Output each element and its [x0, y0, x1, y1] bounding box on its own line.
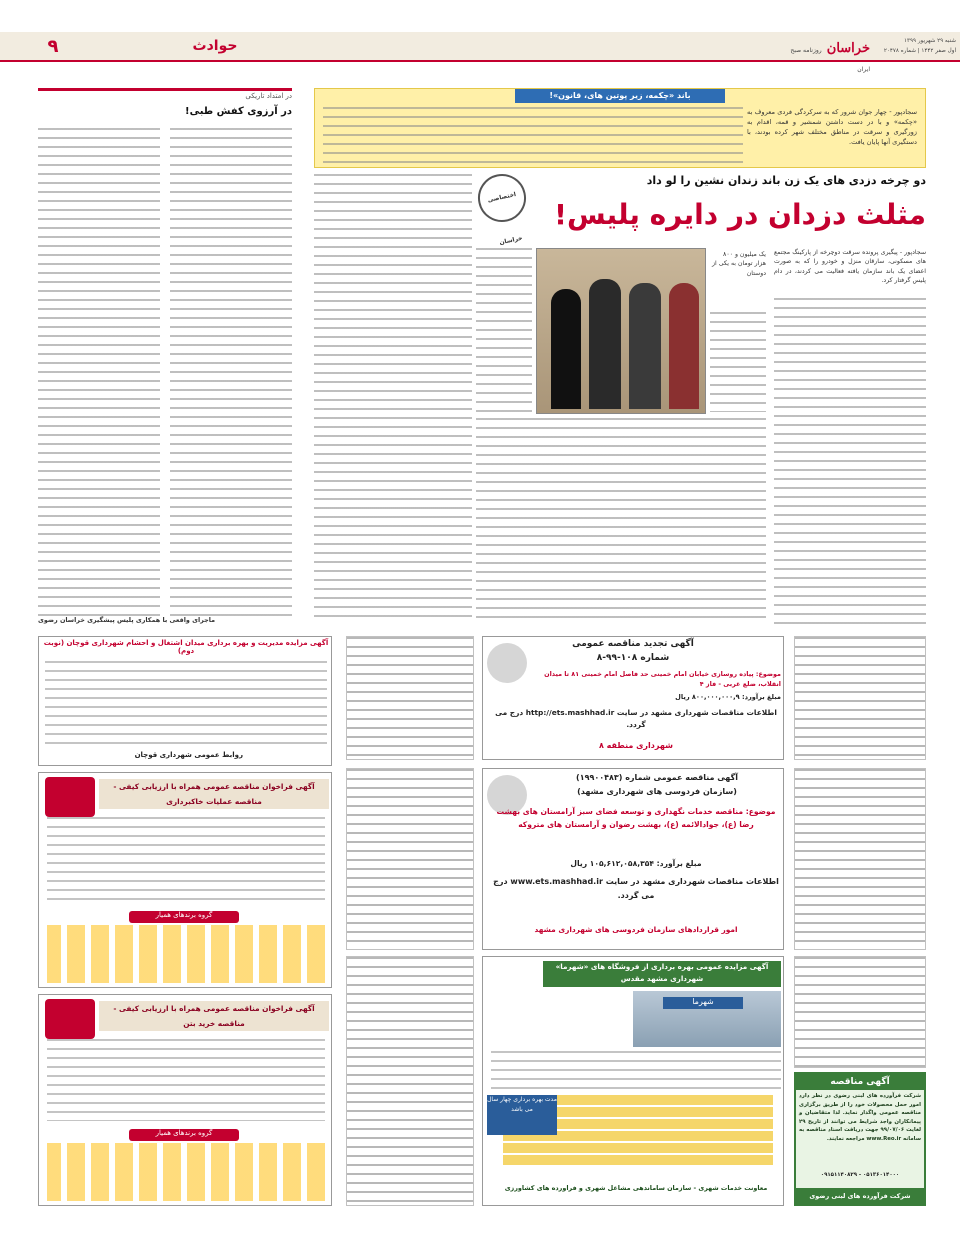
ad4-price: مبلغ برآورد: ۱۰۵,۶۱۲,۰۵۸,۳۵۴ ریال	[570, 859, 702, 868]
photo-caption: یک میلیون و ۸۰۰ هزار تومان به یکی از دوستان	[712, 251, 766, 277]
ad3-title: آگهی فراخوان مناقصه عمومی همراه با ارزیابی کیفی - مناقصه عملیات خاکبرداری	[99, 779, 329, 809]
ad2-subject: موضوع: پیاده روسازی خیابان امام خمینی حد فاصل امام خمینی ۸۱ تا میدان انقلاب، ضلع غربی - فاز ۴	[544, 670, 781, 688]
ad2-org: شهرداری منطقه ۸	[599, 741, 673, 750]
ad2-number: شماره ۱۰۸-۹۹-۸	[596, 653, 670, 663]
side-text-right	[170, 128, 292, 616]
ad-small-notice-right-2	[794, 768, 926, 950]
brand-name: خراسان	[826, 41, 870, 56]
ad-small-notice-right	[794, 636, 926, 760]
date-line-1: شنبه ۲۹ شهریور ۱۳۹۹	[904, 38, 956, 44]
ad-mashhad-renewed-tender	[482, 636, 784, 760]
story-kicker: دو چرخه دزدی های یک زن باند زندان نشین را لو داد	[646, 174, 926, 187]
ad5-logo	[45, 999, 95, 1039]
ad1-footer: روابط عمومی شهرداری قوچان	[134, 751, 243, 759]
ad-quchan-auction	[38, 636, 332, 766]
ad7-phone: ۰۵۱۳۶۰۱۴۰۰۰ - ۰۹۱۵۱۱۴۰۸۲۹	[820, 1172, 900, 1178]
ad5-brands-label: گروه برندهای همیار	[129, 1129, 239, 1141]
ad-concrete-tender	[38, 994, 332, 1206]
ad2-footer: اطلاعات مناقصات شهرداری مشهد در سایت http://ets.mashhad.ir درج می گردد.	[495, 708, 777, 729]
story-column-right	[774, 298, 926, 624]
section-title: حوادث	[192, 38, 238, 54]
ad-small-notice	[346, 636, 474, 760]
page-number: ۹	[47, 36, 59, 57]
ad1-text	[45, 661, 327, 749]
story-column-left	[314, 174, 472, 624]
date-block	[870, 36, 956, 60]
brand-sub: روزنامه صبح ایران	[790, 47, 870, 73]
ad2-emblem	[487, 643, 527, 683]
top-story-box	[314, 88, 926, 168]
ad4-title: آگهی مناقصه عمومی شماره (۱۹۹۰۰۴۸۳)	[576, 773, 738, 782]
ad2-title: آگهی تجدید مناقصه عمومی	[572, 639, 694, 649]
ad-small-notice-mid-2	[346, 956, 474, 1206]
ad6-footer: معاونت خدمات شهری - سازمان ساماندهی مشاغل شهری و فراورده های کشاورزی	[504, 1184, 768, 1192]
ad5-title: آگهی فراخوان مناقصه عمومی همراه با ارزیابی کیفی - مناقصه خرید بتن	[99, 1001, 329, 1031]
ad2-price: مبلغ برآورد: ۸۰۰,۰۰۰,۰۰۰,۹ ریال	[675, 693, 781, 701]
side-column	[38, 88, 292, 630]
side-kicker: در امتداد تاریکی	[245, 92, 292, 100]
ad3-text	[47, 817, 325, 903]
ad7-footer: شرکت فرآورده های لبنی رضوی	[796, 1188, 924, 1204]
ad4-org: (سازمان فردوسی های شهرداری مشهد)	[577, 787, 737, 796]
person-silhouette	[589, 279, 621, 409]
person-silhouette	[551, 289, 581, 409]
ad-small-notice-mid	[346, 768, 474, 950]
main-story	[314, 172, 926, 630]
side-text-left	[38, 128, 160, 616]
ad6-title: آگهی مزایده عمومی بهره برداری از فروشگاه های «شهرما» شهرداری مشهد مقدس	[543, 961, 781, 987]
ad7-text: شرکت فرآورده های لبنی رضوی در نظر دارد امور حمل محصولات خود را از طریق برگزاری مناقصه عمومی واگذار نماید. لذا متقاضیان و پیمانکاران واجد شرایط می توانند از تاریخ ۲۹ لغایت ۹۹/۰۷/۰۶ جهت دریافت اسناد مناقصه به سامانه www.Reo.ir مراجعه نمایند.	[799, 1093, 922, 1142]
side-title: در آرزوی کفش طبی!	[185, 106, 292, 117]
story-column-mid-c	[476, 418, 766, 624]
ad3-logo	[45, 777, 95, 817]
ad3-brands-grid	[47, 925, 325, 983]
suspects-photo	[536, 248, 706, 414]
ad4-org2: امور قراردادهای سازمان فردوسی های شهرداری مشهد	[534, 925, 738, 934]
top-story-title: باند «چکمه، زیر پوتین های، قانون»!	[515, 89, 725, 103]
story-title: مثلث دزدان در دایره پلیس!	[554, 198, 926, 231]
ad-excavation-tender	[38, 772, 332, 988]
ad4-subject: موضوع: مناقصه خدمات نگهداری و توسعه فضای سبز آرامستان های بهشت رضا (ع)، جوادالائمه (ع)، بهشت رضوان و آرامستان های متروکه	[496, 807, 776, 829]
ad4-footer: اطلاعات مناقصات شهرداری مشهد در سایت www.ets.mashhad.ir درج می گردد.	[493, 877, 779, 900]
exclusive-stamp: اختصاصی خراسان	[474, 170, 531, 227]
ad5-brands-grid	[47, 1143, 325, 1201]
ad-small-notice-right-3	[794, 956, 926, 1068]
top-story-text	[323, 107, 743, 163]
ad6-text	[491, 1051, 781, 1091]
person-silhouette	[629, 283, 661, 409]
ad6-photo	[633, 991, 781, 1047]
person-silhouette	[669, 283, 699, 409]
ad6-badge: مدت بهره برداری چهار سال می باشد	[487, 1095, 557, 1135]
story-column-mid-a	[476, 248, 532, 414]
side-author: ماجرای واقعی با همکاری پلیس پیشگیری خراسان رضوی	[38, 616, 216, 624]
ad1-title: آگهی مزایده مدیریت و بهره برداری میدان اشتغال و احشام شهرداری قوچان (نوبت دوم)	[43, 639, 329, 655]
page-header	[0, 32, 960, 73]
ad-ferdowsi-tender	[482, 768, 784, 950]
ad5-text	[47, 1039, 325, 1121]
ad-razavi-dairy	[794, 1072, 926, 1206]
top-story-lead: سجادپور - چهار جوان شرور که به سرکردگی فردی معروف به «چکمه» و با در دست داشتن شمشیر و قمه، اقدام به زورگیری و سرقت در مناطق مختلف شهر کرده بودند، با دستگیری آنها پایان یافت.	[747, 108, 917, 146]
story-lead: سجادپور - پیگیری پرونده سرقت دوچرخه از پارکینگ مجتمع های مسکونی، سارقان منزل و خودرو را که به صورت اعضای یک باند سازمان یافته فعالیت می کردند، در دام پلیس گرفتار کرد.	[774, 249, 926, 285]
ad3-brands-label: گروه برندهای همیار	[129, 911, 239, 923]
date-line-2: اول صفر ۱۴۴۲ | شماره ۲۰۴۷۸	[883, 48, 956, 54]
ad6-store-sign: شهرما	[663, 997, 743, 1009]
ad7-title: آگهی مناقصه	[796, 1074, 924, 1090]
ad-shahrama-stores	[482, 956, 784, 1206]
brand-logo	[780, 37, 870, 73]
story-column-mid-b	[710, 312, 766, 412]
